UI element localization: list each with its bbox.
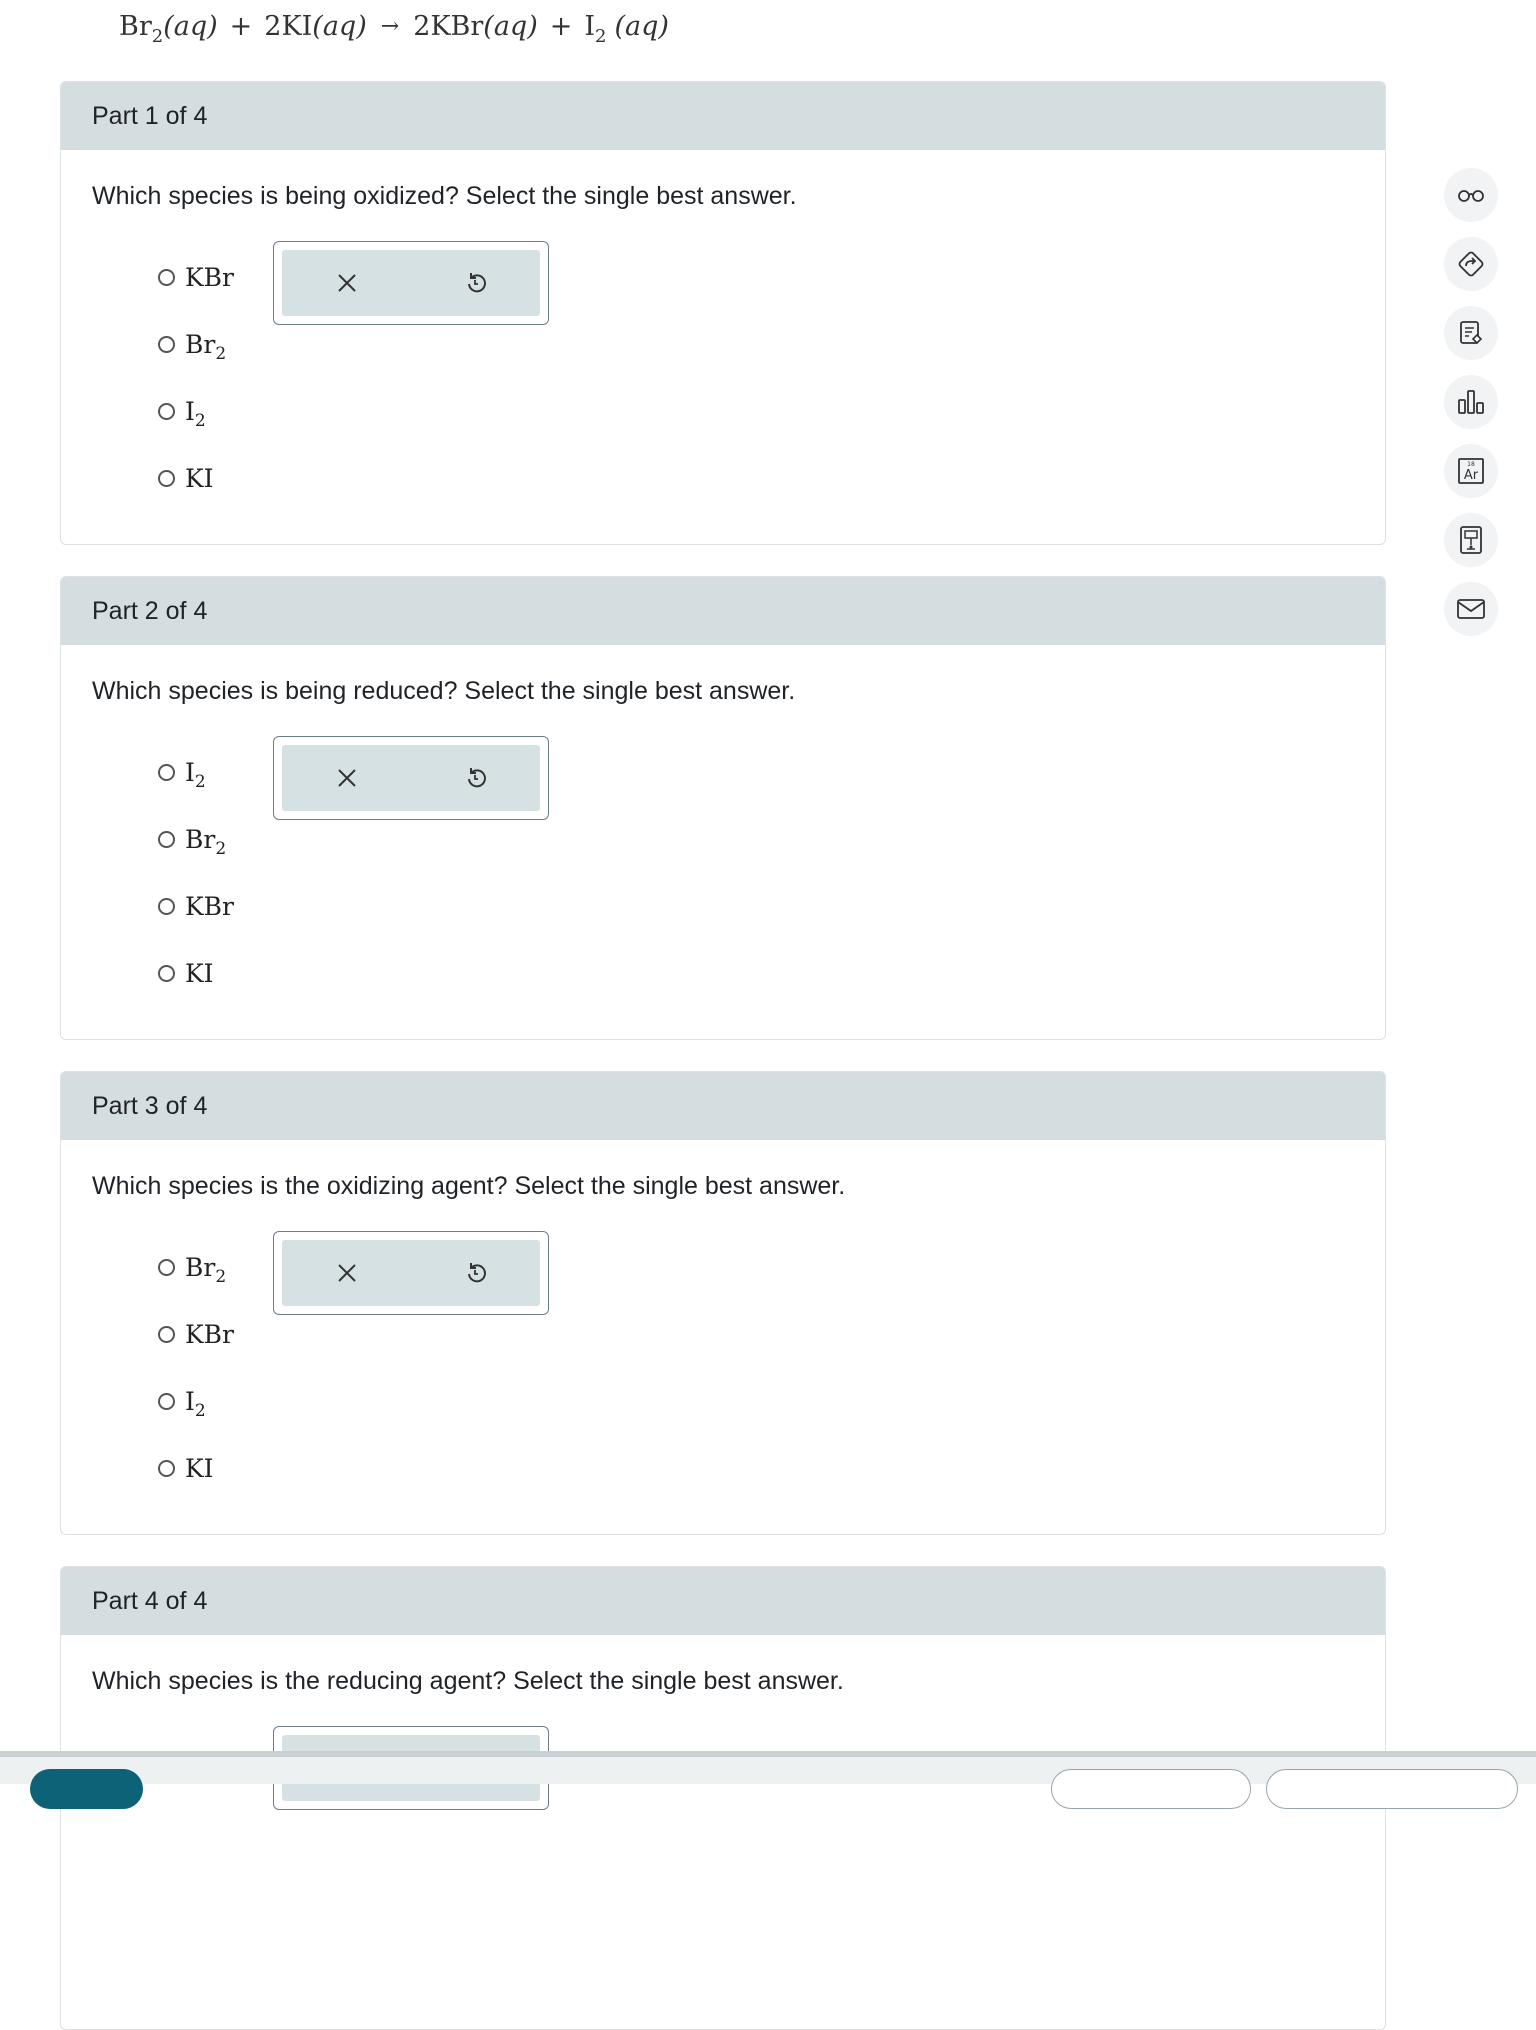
answer-options xyxy=(158,739,234,1007)
answer-option[interactable] xyxy=(158,806,234,873)
answer-options xyxy=(158,1234,234,1502)
reference-icon[interactable] xyxy=(1444,306,1498,360)
plus-sign: + xyxy=(549,10,573,42)
part-title: Part 3 of 4 xyxy=(92,1091,208,1120)
product-kbr: 2KBr xyxy=(413,10,484,42)
chemical-equation xyxy=(119,6,669,46)
answer-option[interactable] xyxy=(158,739,234,806)
clear-x-icon[interactable] xyxy=(282,250,411,316)
option-label: $I_2$ xyxy=(185,1387,206,1421)
calculator-icon[interactable] xyxy=(1444,513,1498,567)
answer-option[interactable] xyxy=(158,1368,234,1435)
answer-option[interactable] xyxy=(158,873,234,940)
answer-toolbar xyxy=(273,241,549,325)
answer-toolbar xyxy=(273,1231,549,1315)
primary-action-button[interactable] xyxy=(30,1769,143,1809)
option-label: KBr xyxy=(185,892,234,921)
reactant-ki: 2KI xyxy=(264,10,313,42)
question-text: Which species is the reducing agent? Select the single best answer. xyxy=(92,1667,844,1695)
secondary-action-button[interactable] xyxy=(1051,1769,1251,1809)
tertiary-action-button[interactable] xyxy=(1266,1769,1518,1809)
option-label: $Br_2$ xyxy=(185,825,227,859)
product-i2: $I_2$ xyxy=(584,10,607,47)
periodic-table-icon[interactable] xyxy=(1444,444,1498,498)
option-label: $Br_2$ xyxy=(185,1253,227,1287)
radio-button[interactable] xyxy=(158,1393,175,1410)
answer-option[interactable] xyxy=(158,311,234,378)
question-text: Which species is being oxidized? Select the single best answer. xyxy=(92,182,797,210)
clear-x-icon[interactable] xyxy=(282,745,411,811)
reactant-br2: $Br_2$ xyxy=(119,10,164,47)
part-title: Part 4 of 4 xyxy=(92,1586,208,1615)
radio-button[interactable] xyxy=(158,764,175,781)
undo-icon[interactable] xyxy=(411,250,540,316)
reactant-ki-state: (aq) xyxy=(312,10,367,42)
radio-button[interactable] xyxy=(158,965,175,982)
option-label: KBr xyxy=(185,1320,234,1349)
answer-option[interactable] xyxy=(158,445,234,512)
radio-button[interactable] xyxy=(158,269,175,286)
radio-button[interactable] xyxy=(158,1259,175,1276)
option-label: $I_2$ xyxy=(185,397,206,431)
answer-option[interactable] xyxy=(158,1234,234,1301)
part-2 xyxy=(60,576,1386,1040)
answer-option[interactable] xyxy=(158,244,234,311)
radio-button[interactable] xyxy=(158,1460,175,1477)
part-header xyxy=(61,1567,1385,1635)
answer-toolbar xyxy=(273,736,549,820)
mail-icon[interactable] xyxy=(1444,582,1498,636)
part-header xyxy=(61,1072,1385,1140)
radio-button[interactable] xyxy=(158,831,175,848)
answer-option[interactable] xyxy=(158,1435,234,1502)
undo-icon[interactable] xyxy=(411,1240,540,1306)
answer-option[interactable] xyxy=(158,940,234,1007)
glasses-icon[interactable] xyxy=(1444,168,1498,222)
plus-sign: + xyxy=(229,10,253,42)
answer-option[interactable] xyxy=(158,378,234,445)
option-label: KBr xyxy=(185,263,234,292)
reactant-br2-state: (aq) xyxy=(163,10,218,42)
part-1 xyxy=(60,81,1386,545)
reaction-arrow: → xyxy=(380,13,400,39)
radio-button[interactable] xyxy=(158,1326,175,1343)
product-i2-state: (aq) xyxy=(614,10,669,42)
question-text: Which species is the oxidizing agent? Select the single best answer. xyxy=(92,1172,846,1200)
chart-icon[interactable] xyxy=(1444,375,1498,429)
svg-text:Ar: Ar xyxy=(1463,468,1479,483)
radio-button[interactable] xyxy=(158,336,175,353)
part-header xyxy=(61,577,1385,645)
option-label: $I_2$ xyxy=(185,758,206,792)
question-text: Which species is being reduced? Select the single best answer. xyxy=(92,677,796,705)
answer-option[interactable] xyxy=(158,1301,234,1368)
radio-button[interactable] xyxy=(158,898,175,915)
svg-text:18: 18 xyxy=(1467,461,1475,468)
option-label: KI xyxy=(185,959,214,988)
option-label: KI xyxy=(185,464,214,493)
option-label: $Br_2$ xyxy=(185,330,227,364)
product-kbr-state: (aq) xyxy=(483,10,538,42)
radio-button[interactable] xyxy=(158,470,175,487)
part-header xyxy=(61,82,1385,150)
undo-icon[interactable] xyxy=(411,745,540,811)
answer-options xyxy=(158,244,234,512)
tool-sidebar xyxy=(1444,168,1498,651)
option-label: KI xyxy=(185,1454,214,1483)
radio-button[interactable] xyxy=(158,403,175,420)
part-title: Part 1 of 4 xyxy=(92,101,208,130)
clear-x-icon[interactable] xyxy=(282,1240,411,1306)
part-title: Part 2 of 4 xyxy=(92,596,208,625)
hint-arrow-icon[interactable] xyxy=(1444,237,1498,291)
part-3 xyxy=(60,1071,1386,1535)
